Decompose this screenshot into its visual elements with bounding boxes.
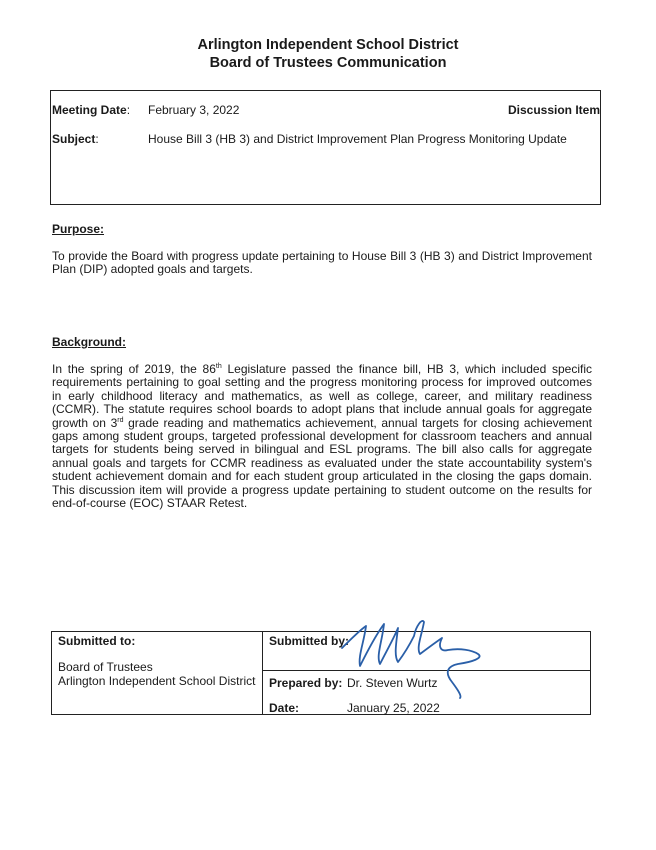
meeting-date-label: Meeting Date — [52, 103, 127, 117]
signature-image — [290, 612, 520, 702]
submitted-by-label: Submitted by: — [269, 634, 349, 648]
document-title: Board of Trustees Communication — [209, 55, 447, 71]
prepared-by-value: Dr. Steven Wurtz — [347, 676, 438, 690]
recipient-line-1: Board of Trustees — [58, 660, 153, 674]
subject-value: House Bill 3 (HB 3) and District Improvement Plan Progress Monitoring Update — [148, 132, 567, 146]
signature-stroke — [342, 621, 480, 698]
background-text: In the spring of 2019, the 86th Legislature passed the finance bill, HB 3, which included specific requirements pertaining to goal setting and the progress monitoring process for improved outcomes in early childhood literacy and mathematics, as well as college, career, and military readiness (CCMR). The statute requires school boards to adopt plans that include annual goals for aggregate growth on 3rd grade reading and mathematics achievement, annual targets for closing achievement gaps among student groups, targeted professional development for classroom teachers and annual targets for students being served in bilingual and ESL programs. The bill also calls for aggregate annual goals and targets for CCMR readiness as evaluated under the state accountability system's student achievement domain and for each student group articulated in the closing the gaps domain. This discussion item will provide a progress update pertaining to student outcome on the results for end-of-course (EOC) STAAR Retest. — [52, 362, 592, 511]
prepared-by-label: Prepared by: — [269, 676, 343, 690]
district-name: Arlington Independent School District — [197, 37, 459, 53]
background-heading: Background: — [52, 335, 127, 349]
subject-label: Subject — [52, 132, 96, 146]
item-type: Discussion Item — [507, 103, 600, 117]
purpose-text: To provide the Board with progress update pertaining to House Bill 3 (HB 3) and District Improvement Plan (DIP) adopted goals and targets. — [52, 249, 592, 277]
meeting-info-box: Meeting Date: February 3, 2022 Discussion Item Subject: House Bill 3 (HB 3) and District Improvement Plan Progress Monitoring Update — [50, 90, 601, 205]
submitted-to-label: Submitted to: — [58, 634, 136, 648]
document-header — [0, 36, 656, 72]
meeting-date-value: February 3, 2022 — [148, 103, 240, 117]
submitted-to-cell — [52, 632, 263, 714]
purpose-heading: Purpose: — [52, 222, 105, 236]
date-value: January 25, 2022 — [347, 701, 440, 715]
date-label: Date: — [269, 701, 300, 715]
recipient-line-2: Arlington Independent School District — [58, 674, 256, 688]
